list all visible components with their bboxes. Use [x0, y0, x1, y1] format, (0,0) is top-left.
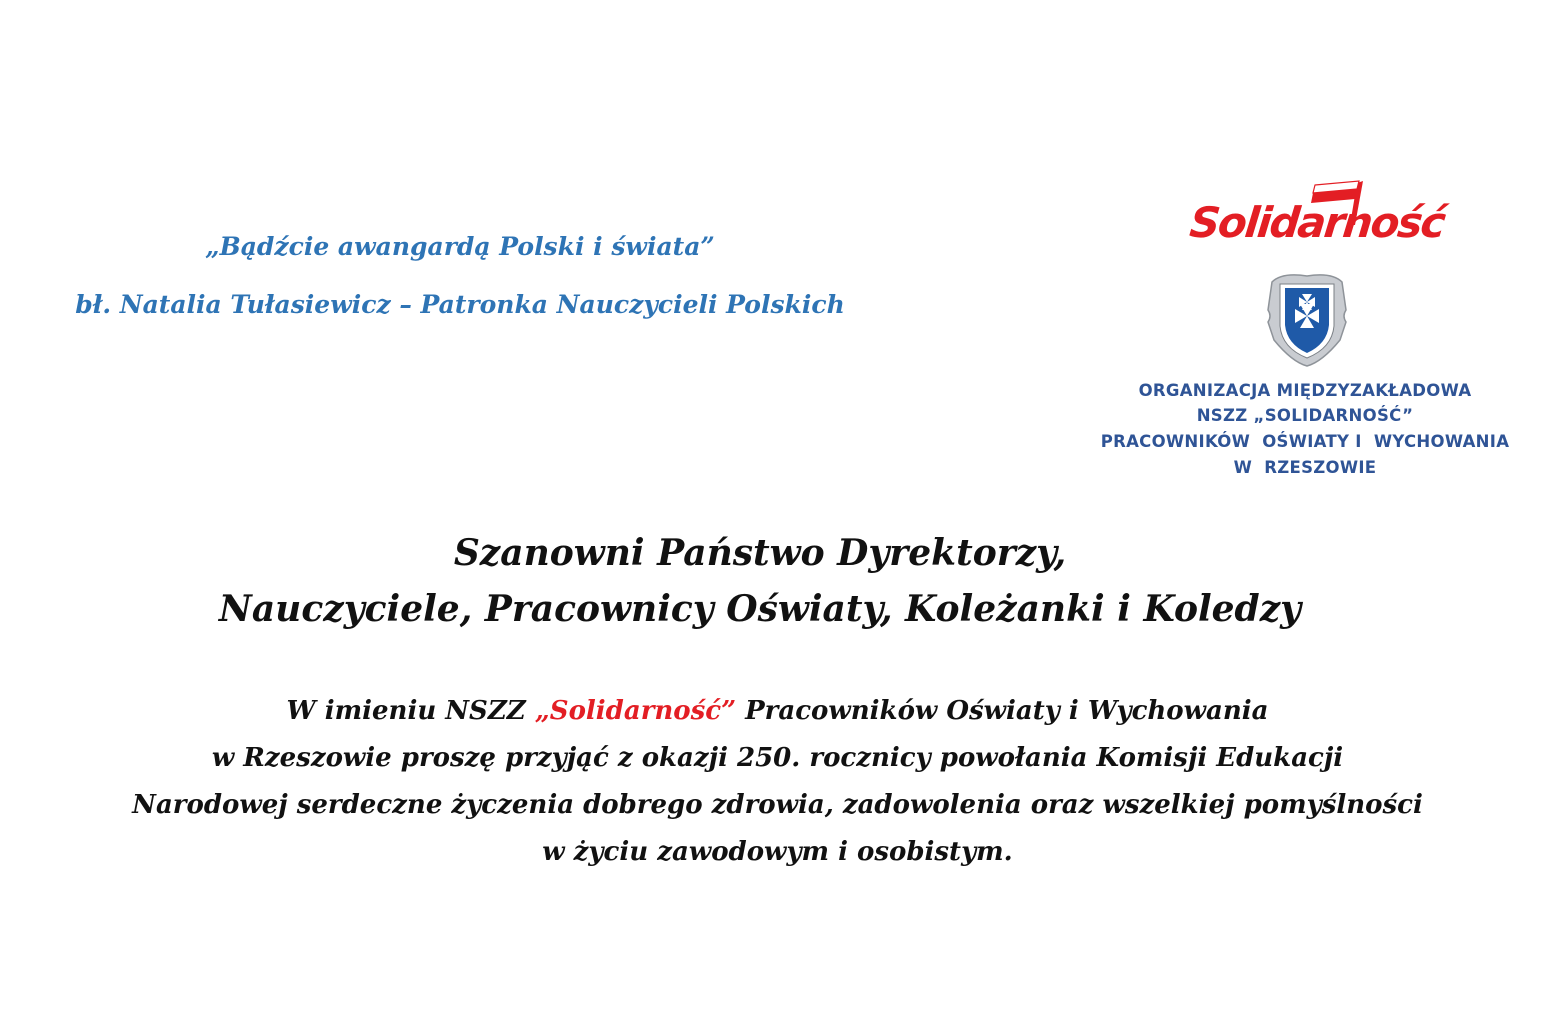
motto-author: bł. Natalia Tułasiewicz – Patronka Nauczycieli Polskich: [75, 290, 845, 319]
body-line-1-prefix: W imieniu NSZZ: [286, 696, 535, 726]
body-line-4: w życiu zawodowym i osobistym.: [542, 837, 1013, 867]
greeting-heading-line-2: Nauczyciele, Pracownicy Oświaty, Koleżanki i Koledzy: [218, 588, 1302, 630]
body-line-1: [0, 696, 1555, 726]
body-line-3: Narodowej serdeczne życzenia dobrego zdrowia, zadowolenia oraz wszelkiej pomyślności: [132, 790, 1423, 820]
solidarnosc-wordmark: Solidarność: [1187, 198, 1447, 247]
body-line-1-suffix: Pracowników Oświaty i Wychowania: [736, 696, 1269, 726]
org-line-2: NSZZ „SOLIDARNOŚĆ”: [1196, 406, 1414, 425]
solidarnosc-highlight: „Solidarność”: [534, 696, 737, 726]
motto-quote: „Bądźcie awangardą Polski i świata”: [205, 232, 715, 261]
body-line-2: w Rzeszowie proszę przyjąć z okazji 250. rocznicy powołania Komisji Edukacji: [211, 743, 1344, 773]
greeting-heading-line-1: Szanowni Państwo Dyrektorzy,: [453, 532, 1067, 574]
org-line-3: PRACOWNIKÓW OŚWIATY I WYCHOWANIA: [1100, 432, 1510, 451]
org-line-1: ORGANIZACJA MIĘDZYZAKŁADOWA: [1138, 381, 1472, 400]
rzeszow-crest-icon: [1262, 270, 1352, 368]
org-line-4: W RZESZOWIE: [1233, 458, 1377, 477]
